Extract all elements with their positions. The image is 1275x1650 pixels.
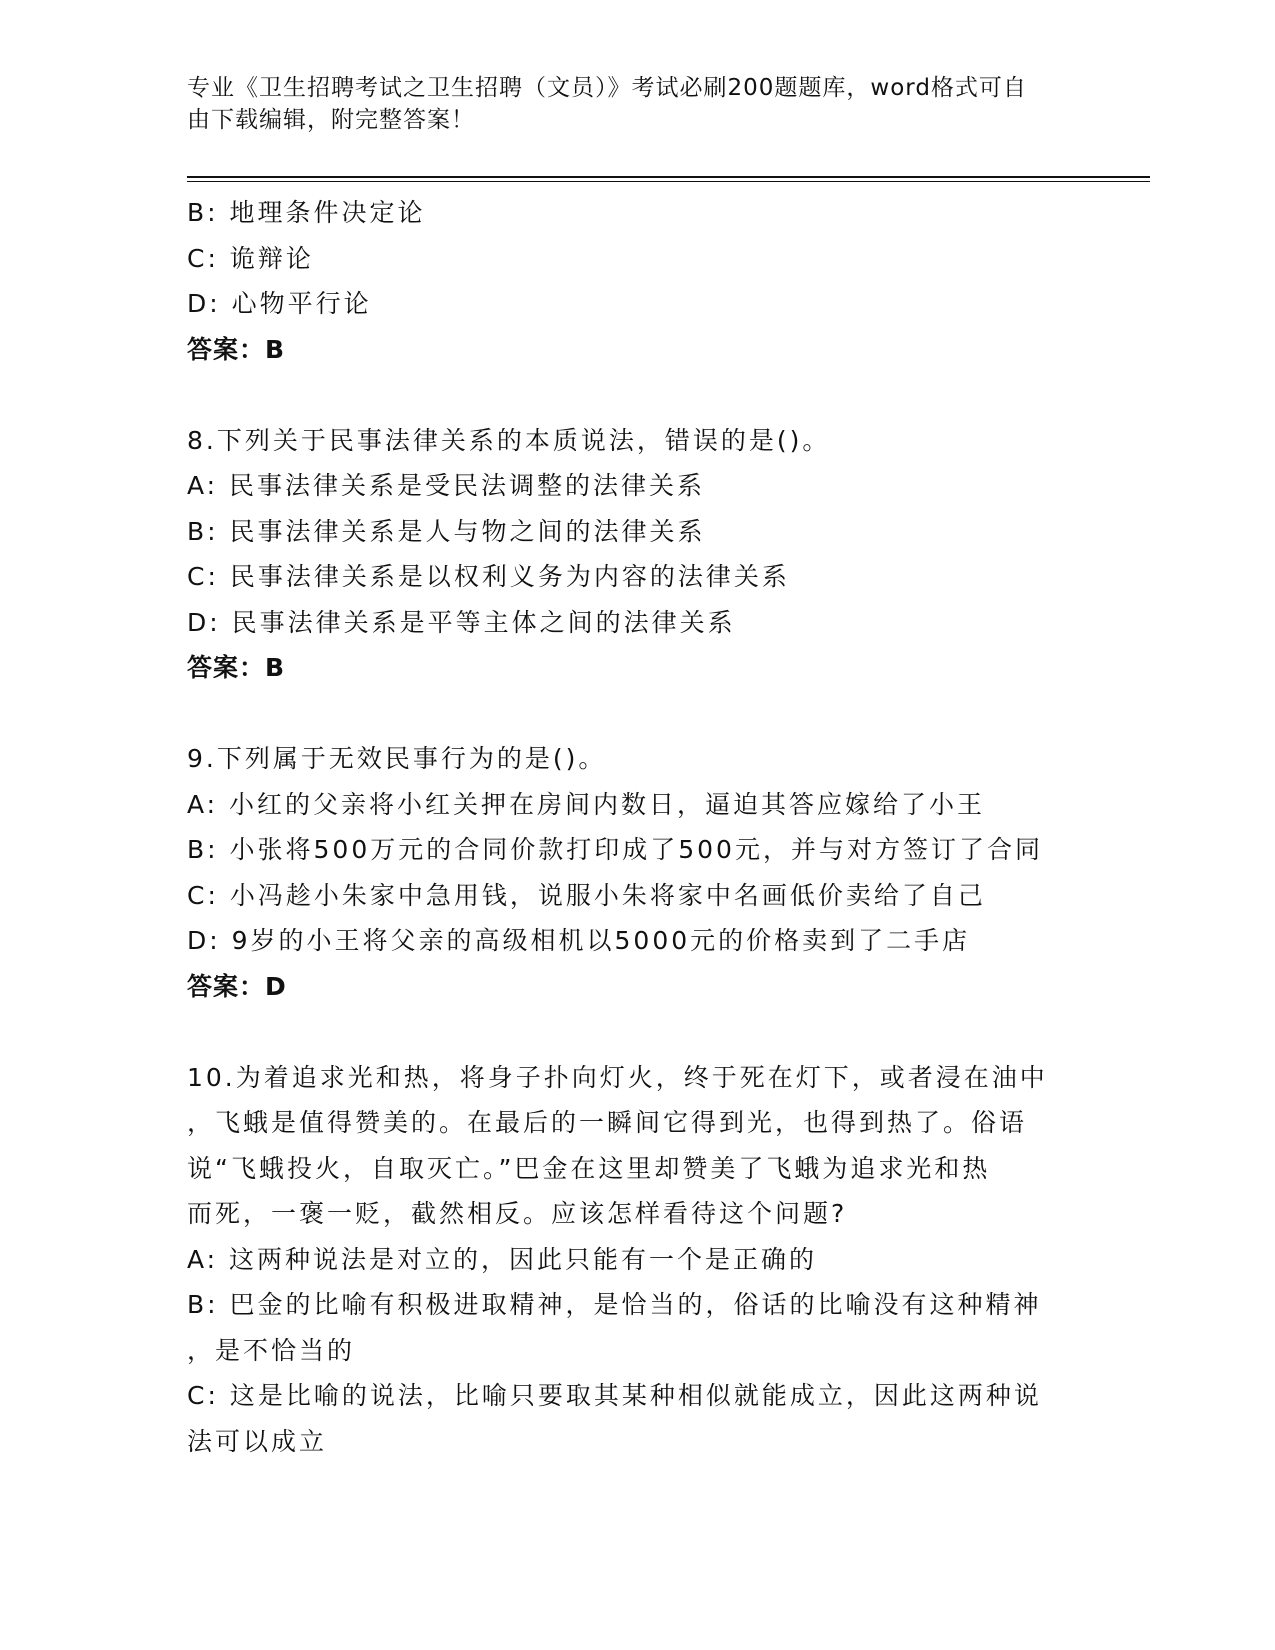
q10-option-c-line-2: 法可以成立 [187, 1426, 328, 1456]
q9-option-a: A: 小红的父亲将小红关押在房间内数日，逼迫其答应嫁给了小王 [187, 789, 986, 819]
q10-stem-line-2: ，飞蛾是值得赞美的。在最后的一瞬间它得到光，也得到热了。俗语 [187, 1108, 1028, 1137]
question-8 [187, 418, 1087, 691]
q9-option-d: D: 9岁的小王将父亲的高级相机以5000元的价格卖到了二手店 [187, 926, 971, 955]
q7-option-b: B: 地理条件决定论 [187, 198, 426, 227]
q9-option-b: B: 小张将500万元的合同价款打印成了500元，并与对方签订了合同 [187, 835, 1043, 864]
document-header [187, 72, 1067, 136]
q8-stem: 8.下列关于民事法律关系的本质说法，错误的是()。 [187, 425, 831, 455]
q8-option-a: A: 民事法律关系是受民法调整的法律关系 [187, 471, 706, 500]
q10-stem-line-1: 10.为着追求光和热，将身子扑向灯火，终于死在灯下，或者浸在油中 [187, 1062, 1048, 1092]
q8-option-d: D: 民事法律关系是平等主体之间的法律关系 [187, 607, 736, 637]
q7-option-c: C: 诡辩论 [187, 243, 314, 273]
q7-option-d: D: 心物平行论 [187, 289, 372, 318]
q10-option-c-line-1: C: 这是比喻的说法，比喻只要取其某种相似就能成立，因此这两种说 [187, 1381, 1042, 1410]
q10-option-a: A: 这两种说法是对立的，因此只能有一个是正确的 [187, 1244, 818, 1274]
question-10 [187, 1055, 1087, 1465]
question-9 [187, 736, 1087, 1009]
q8-answer: 答案：B [187, 653, 286, 682]
q10-stem-line-4: 而死，一褒一贬，截然相反。应该怎样看待这个问题? [187, 1199, 848, 1228]
q7-answer: 答案：B [187, 334, 286, 364]
q9-answer: 答案：D [187, 971, 287, 1001]
question-7 [187, 190, 1087, 372]
question-content [187, 190, 1087, 1464]
q8-option-b: B: 民事法律关系是人与物之间的法律关系 [187, 516, 706, 546]
q10-stem-line-3: 说“飞蛾投火，自取灭亡。”巴金在这里却赞美了飞蛾为追求光和热 [187, 1153, 991, 1183]
q8-option-c: C: 民事法律关系是以权利义务为内容的法律关系 [187, 562, 790, 591]
q10-option-b-line-1: B: 巴金的比喻有积极进取精神，是恰当的，俗话的比喻没有这种精神 [187, 1290, 1042, 1319]
q10-option-b-line-2: ，是不恰当的 [187, 1335, 356, 1365]
q9-option-c: C: 小冯趁小朱家中急用钱，说服小朱将家中名画低价卖给了自己 [187, 880, 986, 910]
header-line-2: 由下载编辑，附完整答案！ [187, 107, 475, 133]
q9-stem: 9.下列属于无效民事行为的是()。 [187, 744, 607, 773]
header-line-1: 专业《卫生招聘考试之卫生招聘（文员）》考试必刷200题题库，word格式可自 [187, 75, 1027, 101]
header-divider [187, 176, 1150, 182]
